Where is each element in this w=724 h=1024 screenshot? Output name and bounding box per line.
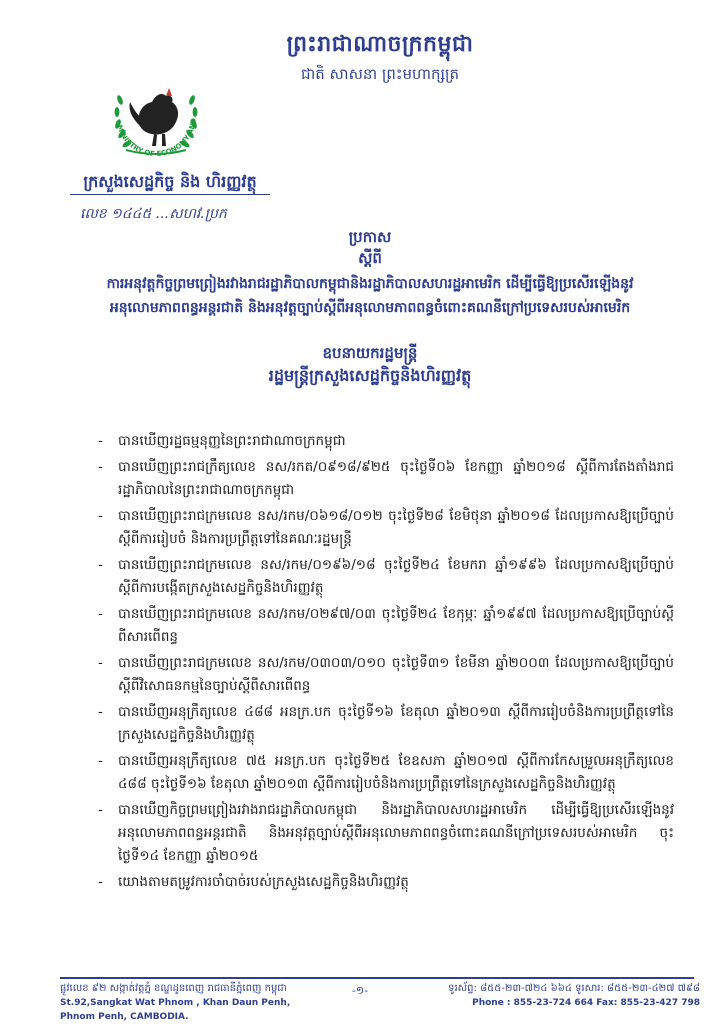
title-on: ស្តីពី xyxy=(358,249,382,267)
list-item: - បានឃើញរដ្ឋធម្មនុញ្ញនៃព្រះរាជាណាចក្រកម្ពុជា xyxy=(98,433,346,449)
footer-address xyxy=(60,982,320,1024)
kingdom-title: ព្រះរាជាណាចក្រកម្ពុជា xyxy=(286,32,474,57)
document-subject: ការអនុវត្តកិច្ចព្រមព្រៀងរវាងរាជរដ្ឋាភិបាលកម្ពុជានិងរដ្ឋាភិបាលសហរដ្ឋអាមេរិក ដើម្បីធ្វើឱ្យប្រសើរឡើងនូវអនុលោមភាពពន្ធអន្តរជាតិ និងអនុវត្តច្បាប់ស្តីពីអនុលោមភាពពន្ធចំពោះគណនីក្រៅប្រទេសរបស់អាមេរិក xyxy=(106,276,634,316)
list-item: - បានឃើញព្រះរាជក្រមលេខ នស/រកម/០២៩៧/០៣ ចុះថ្ងៃទី២៤ ខែកុម្ភៈ ឆ្នាំ១៩៩៧ ដែលប្រកាសឱ្យប្រើច្បាប់ស្តីពីសារពើពន្ធ xyxy=(98,606,674,645)
title-block xyxy=(90,226,650,388)
contact-khmer: ទូរស័ព្ទ: ៨៥៥-២៣-៧២៤ ៦៦៤ ទូរសារ: ៨៥៥-២៣-៤២៧ ៧៩៨ xyxy=(448,983,700,994)
footer-divider xyxy=(60,977,694,979)
logo-ring-text: MINISTRY OF ECONOMY AND xyxy=(115,117,199,159)
list-item: - បានឃើញព្រះរាជក្រមលេខ នស/រកម/០១៩៦/១៨ ចុះថ្ងៃទី២៤ ខែមករា ឆ្នាំ១៩៩៦ ដែលប្រកាសឱ្យប្រើច្បាប់ស្តីពីការបង្កើតក្រសួងសេដ្ឋកិច្ចនិងហិរញ្ញវត្ថុ xyxy=(98,557,674,596)
list-item: - យោងតាមតម្រូវការចាំបាច់របស់ក្រសួងសេដ្ឋកិច្ចនិងហិរញ្ញវត្ថុ xyxy=(98,874,409,890)
page-number: -១- xyxy=(351,984,369,997)
reference-number: លេខ ១៤៤៥ ...សហវ.ប្រក xyxy=(80,206,227,222)
ministry-seal-icon xyxy=(96,54,216,174)
document-type: ប្រកាស xyxy=(348,228,392,246)
list-item: - បានឃើញព្រះរាជក្រឹត្យលេខ នស/រកត/០៩១៨/៩២៥ ចុះថ្ងៃទី០៦ ខែកញ្ញា ឆ្នាំ២០១៨ ស្តីពីការតែងតាំងរាជរដ្ឋាភិបាលនៃព្រះរាជាណាចក្រកម្ពុជា xyxy=(98,459,674,498)
list-item: - បានឃើញអនុក្រឹត្យលេខ ៤៨៨ អនក្រ.បក ចុះថ្ងៃទី១៦ ខែតុលា ឆ្នាំ២០១៣ ស្តីពីការរៀបចំនិងការប្រព្រឹត្តទៅនៃក្រសួងសេដ្ឋកិច្ចនិងហិរញ្ញវត្ថុ xyxy=(98,704,674,743)
signatory-role-1: ឧបនាយករដ្ឋមន្ត្រី xyxy=(322,344,418,362)
ministry-name: ក្រសួងសេដ្ឋកិច្ច និង ហិរញ្ញវត្ថុ xyxy=(70,172,270,195)
kingdom-header xyxy=(250,30,510,86)
list-item: - បានឃើញអនុក្រឹត្យលេខ ៧៥ អនក្រ.បក ចុះថ្ងៃទី២៥ ខែឧសភា ឆ្នាំ២០១៧ ស្តីពីការកែសម្រួលអនុក្រឹត្យលេខ ៤៨៨ ចុះថ្ងៃទី១៦ ខែតុលា ឆ្នាំ២០១៣ ស្តីពីការរៀបចំនិងការប្រព្រឹត្តទៅនៃក្រសួងសេដ្ឋកិច្ចនិងហិរញ្ញវត្ថុ xyxy=(98,753,674,792)
address-khmer: ផ្លូវលេខ ៩២ សង្កាត់វត្តភ្នំ ខណ្ឌដូនពេញ រាជធានីភ្នំពេញ កម្ពុជា xyxy=(60,983,287,994)
ministry-logo xyxy=(96,54,216,174)
list-item: - បានឃើញកិច្ចព្រមព្រៀងរវាងរាជរដ្ឋាភិបាលកម្ពុជា និងរដ្ឋាភិបាលសហរដ្ឋអាមេរិក ដើម្បីធ្វើឱ្យប្រសើរឡើងនូវអនុលោមភាពពន្ធអន្តរជាតិ និងអនុវត្តច្បាប់ស្តីពីអនុលោមភាពពន្ធចំពោះគណនីក្រៅប្រទេសរបស់អាមេរិក ចុះថ្ងៃទី១៤ ខែកញ្ញា ឆ្នាំ២០១៥ xyxy=(98,802,674,864)
list-item: - បានឃើញព្រះរាជក្រមលេខ នស/រកម/០៣០៣/០១០ ចុះថ្ងៃទី៣១ ខែមីនា ឆ្នាំ២០០៣ ដែលប្រកាសឱ្យប្រើច្បាប់ស្តីពីវិសោធនកម្មនៃច្បាប់ស្តីពីសារពើពន្ធ xyxy=(98,655,674,694)
address-english: St.92,Sangkat Wat Phnom , Khan Daun Penh, Phnom Penh, CAMBODIA. xyxy=(60,998,291,1022)
list-item: - បានឃើញព្រះរាជក្រមលេខ នស/រកម/០៦១៨/០១២ ចុះថ្ងៃទី២៨ ខែមិថុនា ឆ្នាំ២០១៨ ដែលប្រកាសឱ្យប្រើច្បាប់ស្តីពីការរៀបចំ និងការប្រព្រឹត្តទៅនៃគណៈរដ្ឋមន្ត្រី xyxy=(98,508,674,547)
kingdom-motto: ជាតិ សាសនា ព្រះមហាក្សត្រ xyxy=(300,65,460,83)
signatory-role-2: រដ្ឋមន្ត្រីក្រសួងសេដ្ឋកិច្ចនិងហិរញ្ញវត្ថុ xyxy=(268,366,472,385)
preamble-list xyxy=(98,430,674,897)
contact-english: Phone : 855-23-724 664 Fax: 855-23-427 798 xyxy=(472,998,700,1008)
footer-contact xyxy=(430,982,700,1010)
